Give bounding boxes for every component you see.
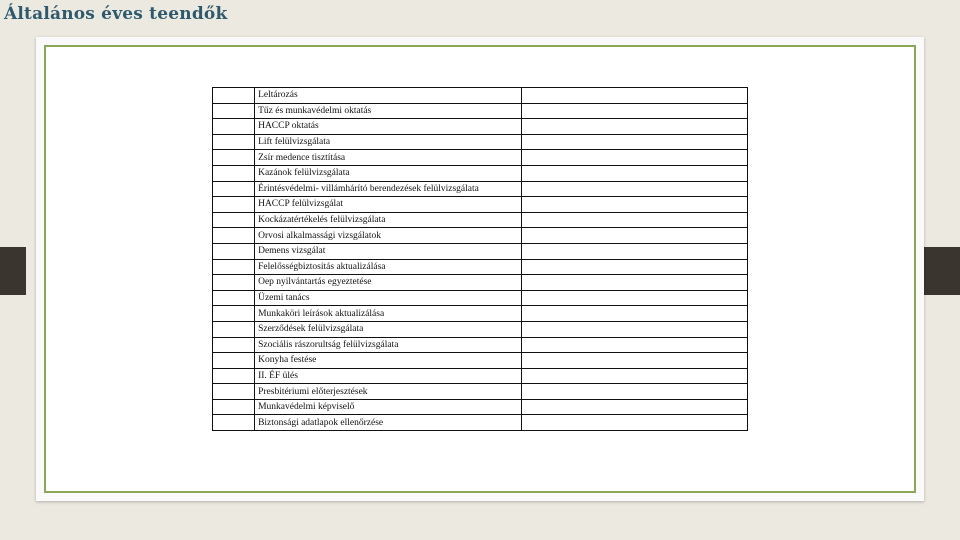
table-row [213, 415, 748, 431]
task-cell: Oep nyilvántartás egyeztetése [255, 275, 521, 291]
task-cell: Üzemi tanács [255, 290, 521, 306]
task-cell: Munkavédelmi képviselő [255, 399, 521, 415]
task-cell: Kockázatértékelés felülvizsgálata [255, 212, 521, 228]
empty-cell [213, 88, 255, 104]
empty-cell [213, 368, 255, 384]
task-cell: HACCP oktatás [255, 119, 521, 135]
table-row [213, 150, 748, 166]
empty-cell [213, 353, 255, 369]
empty-cell [213, 212, 255, 228]
task-cell: Konyha festése [255, 353, 521, 369]
table-row [213, 290, 748, 306]
empty-cell [521, 103, 747, 119]
task-cell: Biztonsági adatlapok ellenőrzése [255, 415, 521, 431]
empty-cell [213, 243, 255, 259]
empty-cell [213, 181, 255, 197]
empty-cell [521, 197, 747, 213]
empty-cell [521, 353, 747, 369]
task-cell: Szerződések felülvizsgálata [255, 321, 521, 337]
empty-cell [521, 165, 747, 181]
table-row [213, 88, 748, 104]
table-row [213, 181, 748, 197]
task-cell: Orvosi alkalmassági vizsgálatok [255, 228, 521, 244]
table-row [213, 321, 748, 337]
table-row [213, 399, 748, 415]
empty-cell [521, 259, 747, 275]
empty-cell [213, 259, 255, 275]
table-row [213, 165, 748, 181]
task-cell: Munkaköri leírások aktualizálása [255, 306, 521, 322]
empty-cell [213, 197, 255, 213]
empty-cell [521, 368, 747, 384]
table-row [213, 119, 748, 135]
empty-cell [521, 212, 747, 228]
task-cell: Tűz és munkavédelmi oktatás [255, 103, 521, 119]
empty-cell [521, 306, 747, 322]
task-cell: Szociális rászorultság felülvizsgálata [255, 337, 521, 353]
table-row [213, 275, 748, 291]
table-row [213, 368, 748, 384]
task-cell: Leltározás [255, 88, 521, 104]
table-row [213, 353, 748, 369]
table-row [213, 337, 748, 353]
table-row [213, 259, 748, 275]
task-cell: Érintésvédelmi- villámhárító berendezések felülvizsgálata [255, 181, 521, 197]
task-cell: Zsír medence tisztítása [255, 150, 521, 166]
empty-cell [213, 415, 255, 431]
table-row [213, 103, 748, 119]
empty-cell [521, 181, 747, 197]
empty-cell [521, 228, 747, 244]
table-row [213, 197, 748, 213]
task-cell: Felelősségbiztosítás aktualizálása [255, 259, 521, 275]
table-row [213, 212, 748, 228]
task-cell: Demens vizsgálat [255, 243, 521, 259]
empty-cell [521, 321, 747, 337]
task-cell: Kazánok felülvizsgálata [255, 165, 521, 181]
empty-cell [213, 399, 255, 415]
empty-cell [521, 275, 747, 291]
empty-cell [521, 415, 747, 431]
slide-title: Általános éves teendők [4, 4, 228, 24]
table-row [213, 134, 748, 150]
task-cell: II. ÉF ülés [255, 368, 521, 384]
table-row [213, 306, 748, 322]
empty-cell [521, 134, 747, 150]
empty-cell [213, 275, 255, 291]
table-row [213, 384, 748, 400]
task-cell: Lift felülvizsgálata [255, 134, 521, 150]
empty-cell [213, 228, 255, 244]
empty-cell [213, 290, 255, 306]
empty-cell [521, 290, 747, 306]
empty-cell [521, 399, 747, 415]
empty-cell [213, 134, 255, 150]
task-cell: Presbitériumi előterjesztések [255, 384, 521, 400]
empty-cell [213, 103, 255, 119]
empty-cell [521, 119, 747, 135]
left-decorative-tab [0, 247, 26, 295]
table-row [213, 243, 748, 259]
empty-cell [213, 337, 255, 353]
empty-cell [213, 321, 255, 337]
empty-cell [521, 243, 747, 259]
empty-cell [521, 384, 747, 400]
empty-cell [213, 306, 255, 322]
empty-cell [521, 150, 747, 166]
empty-cell [521, 88, 747, 104]
empty-cell [213, 119, 255, 135]
empty-cell [213, 165, 255, 181]
empty-cell [213, 384, 255, 400]
task-cell: HACCP felülvizsgálat [255, 197, 521, 213]
empty-cell [213, 150, 255, 166]
empty-cell [521, 337, 747, 353]
tasks-table [212, 87, 748, 431]
table-row [213, 228, 748, 244]
